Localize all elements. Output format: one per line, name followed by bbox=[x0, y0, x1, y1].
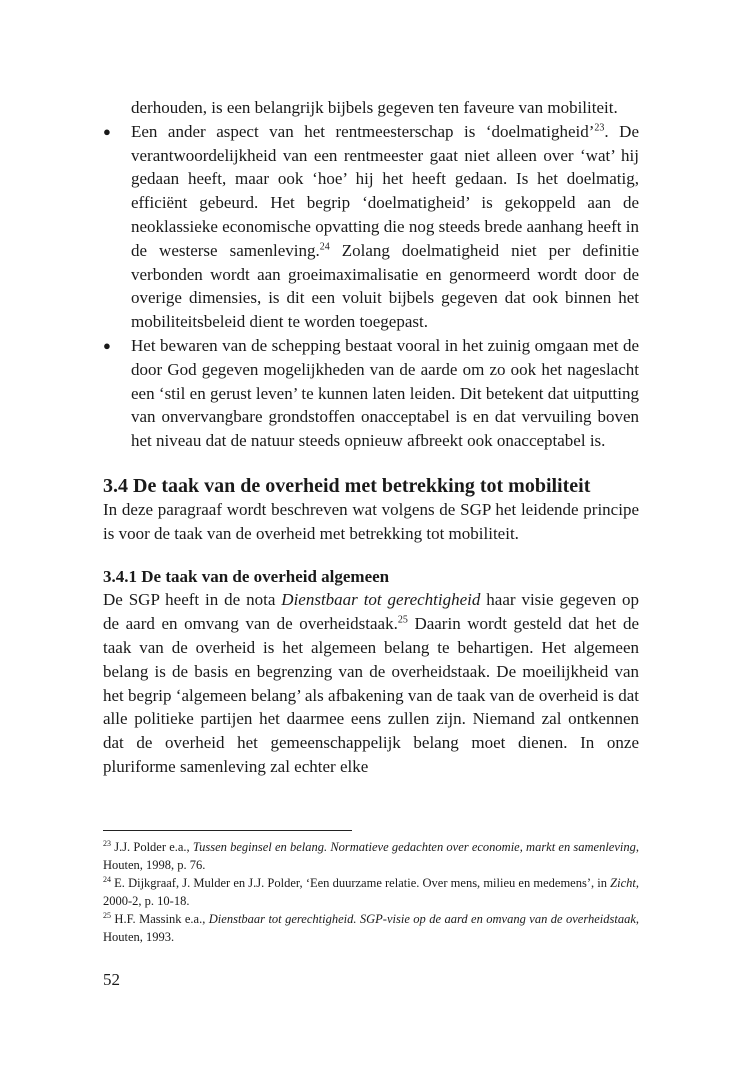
footnote-text: , Houten, 1998, p. 76. bbox=[103, 840, 640, 872]
continuation-paragraph: derhouden, is een belangrijk bijbels gegeven ten faveure van mobiliteit. bbox=[131, 98, 618, 117]
footnote-text: J.J. Polder e.a., bbox=[111, 840, 193, 854]
footnote-23 bbox=[103, 839, 639, 874]
page-body bbox=[103, 96, 639, 779]
section-heading: 3.4 De taak van de overheid met betrekking tot mobiliteit bbox=[103, 474, 591, 497]
footnote-ref-25[interactable]: 25 bbox=[397, 614, 408, 626]
footnote-number: 25 bbox=[103, 910, 111, 920]
paragraph-text-mid: haar visie gegeven op de aard en omvang van de overheidstaak. bbox=[103, 590, 639, 634]
bullet-item-1 bbox=[103, 120, 639, 334]
subsection-paragraph bbox=[103, 588, 639, 778]
footnote-title: Tussen beginsel en belang. Normatieve gedachten over economie, markt en samenleving bbox=[192, 840, 636, 854]
footnote-24 bbox=[103, 875, 639, 910]
bullet-1-text: Een ander aspect van het rentmeesterschap is ‘doelmatigheid’ bbox=[131, 121, 595, 141]
footnote-ref-23[interactable]: 23 bbox=[594, 122, 605, 134]
footnote-title: Dienstbaar tot gerechtigheid. SGP-visie op de aard en omvang van de overheidstaak bbox=[208, 912, 636, 926]
footnote-divider bbox=[103, 830, 352, 831]
bullet-icon: ● bbox=[103, 337, 111, 353]
footnote-ref-24[interactable]: 24 bbox=[319, 241, 330, 253]
bullet-1-text-mid: . De verantwoordelijkheid van een rentmeester gaat niet alleen over ‘wat’ hij gedaan heeft, maar ook ‘hoe’ hij het heeft gedaan. Is het doelmatig, efficiënt gebeurd. Het begrip ‘doelmatigheid’ is gekoppeld aan de neoklassieke economische opvatting die nog steeds brede aanhang heeft in de westerse samenleving. bbox=[131, 121, 639, 260]
bullet-item-2 bbox=[103, 334, 639, 453]
footnote-number: 24 bbox=[103, 874, 111, 884]
footnote-text: E. Dijkgraaf, J. Mulder en J.J. Polder, ‘Een duurzame relatie. Over mens, milieu en medemens’, in bbox=[111, 876, 611, 890]
bullet-icon: ● bbox=[103, 123, 111, 139]
paragraph-text-end: Daarin wordt gesteld dat het de taak van de overheid is het algemeen belang te behartigen. Het algemeen belang is de basis en begrenzing van de overheidstaak. De moeilijkheid van het begrip ‘algemeen belang’ als afbakening van de taak van de overheid is dat alle politieke partijen het daarmee eens zullen zijn. Niemand zal ontkennen dat de overheid het gemeenschappelijk belang moet dienen. In onze pluriforme samenleving zal echter elke bbox=[103, 614, 639, 776]
footnotes bbox=[103, 839, 639, 947]
footnote-text: H.F. Massink e.a., bbox=[111, 912, 209, 926]
subsection-heading: 3.4.1 De taak van de overheid algemeen bbox=[103, 566, 390, 586]
nota-title: Dienstbaar tot gerechtigheid bbox=[281, 590, 481, 610]
page-number: 52 bbox=[103, 970, 120, 989]
footnote-25 bbox=[103, 911, 639, 946]
paragraph-text-start: De SGP heeft in de nota bbox=[103, 590, 282, 610]
footnote-text: 2000-2, p. 10-18. bbox=[103, 893, 190, 908]
footnote-text: , Houten, 1993. bbox=[103, 912, 639, 944]
section-intro: In deze paragraaf wordt beschreven wat volgens de SGP het leidende principe is voor de taak van de overheid met betrekking tot mobiliteit. bbox=[103, 499, 639, 543]
bullet-2-text: Het bewaren van de schepping bestaat vooral in het zuinig omgaan met de door God gegeven mogelijkheden van de aarde om zo ook het nageslacht een ‘stil en gerust leven’ te kunnen laten leiden. Dit betekent dat uitputting van onvervangbare grondstoffen onacceptabel is en dat vervuiling boven het niveau dat de natuur steeds opnieuw afbreekt ook onacceptabel is. bbox=[131, 335, 639, 451]
bullet-1-text-end: Zolang doelmatigheid niet per definitie verbonden wordt aan groeimaximalisatie en genormeerd wordt door de overige dimensies, is dit een voluit bijbels gegeven dat ook binnen het mobiliteitsbeleid dient te worden toegepast. bbox=[131, 240, 639, 332]
footnote-number: 23 bbox=[103, 838, 111, 848]
footnote-title: Zicht, bbox=[610, 876, 639, 890]
